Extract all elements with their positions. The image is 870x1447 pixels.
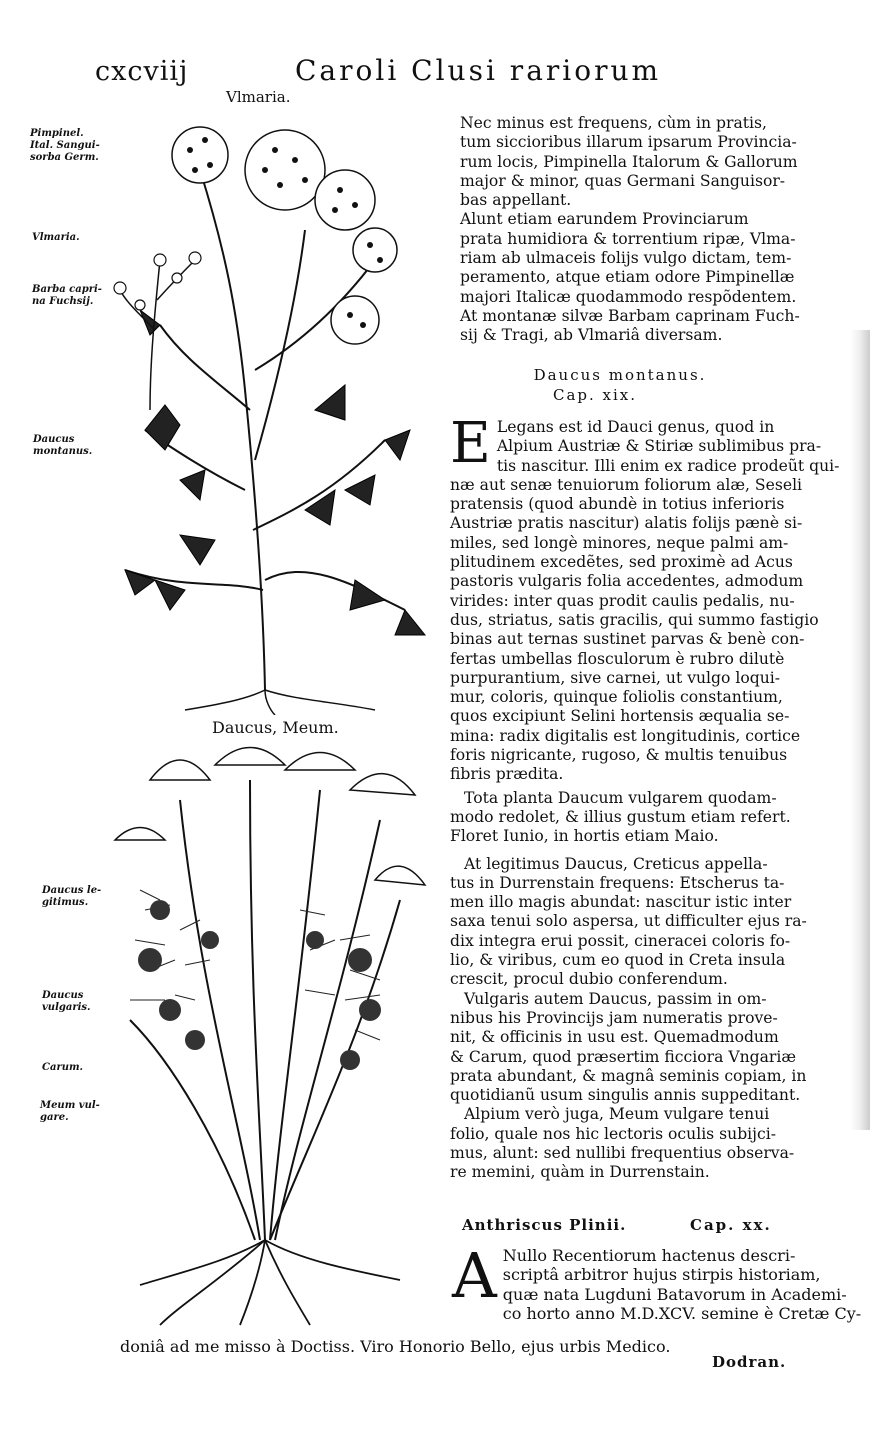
text-line: Tota planta Daucum vulgarem quodam- [464, 788, 777, 807]
text-line: At legitimus Daucus, Creticus appella- [464, 854, 768, 873]
drop-capital: A [452, 1239, 497, 1312]
text-line: Alpium Austriæ & Stiriæ sublimibus pra- [496, 437, 822, 456]
margin-note: Barba capri-na Fuchsij. [32, 284, 102, 307]
margin-note: Pimpinel. Ital. Sangui-sorba Germ. [30, 128, 100, 163]
text-line: fertas umbellas flosculorum è rubro dilutè [450, 649, 785, 668]
daucus-meum-woodcut-illustration [100, 740, 445, 1330]
text-line: riam ab ulmaceis folijs vulgo dictam, tem- [460, 249, 792, 268]
intro-text-block [446, 114, 800, 346]
margin-note: Daucus montanus. [33, 434, 93, 457]
text-line: fibris prædita. [450, 765, 564, 784]
margin-note: Daucus le-gitimus. [42, 885, 102, 908]
text-line: nibus his Provincijs jam numeratis prove- [450, 1008, 778, 1027]
text-line: tus in Durrenstain frequens: Etscherus ta- [450, 873, 785, 892]
text-line: quotidianũ usum singulis annis suppeditant. [450, 1086, 801, 1105]
margin-note: Meum vul-gare. [40, 1100, 100, 1123]
text-line: dix integra erui possit, cineracei coloris fo- [450, 931, 791, 950]
text-line: modo redolet, & illius gustum etiam refert. [450, 807, 791, 826]
catchword: Dodran. [712, 1353, 787, 1371]
text-line: scriptâ arbitror hujus stirpis historiam, [502, 1265, 821, 1285]
text-line: Alpium verò juga, Meum vulgare tenui [464, 1105, 770, 1124]
text-line: virides: inter quas prodit caulis pedalis, nu- [450, 591, 795, 610]
text-line: Austriæ pratis nascitur) alatis folijs pænè si- [450, 514, 803, 533]
text-line: & Carum, quod præsertim ficciora Vngariæ [450, 1047, 797, 1066]
text-line: major & minor, quas Germani Sanguisor- [460, 171, 786, 190]
text-line: Floret Iunio, in hortis etiam Maio. [450, 827, 719, 846]
chapter-19-body [450, 411, 840, 1183]
margin-note: Vlmaria. [32, 232, 80, 243]
text-line: majori Italicæ quodammodo respõdentem. [460, 287, 797, 306]
chapter-title: Anthriscus Plinii. [462, 1216, 627, 1234]
text-line: rum locis, Pimpinella Italorum & Gallorum [460, 152, 798, 171]
text-line: tum siccioribus illarum ipsarum Provincia- [460, 133, 797, 152]
text-line: plitudinem excedẽtes, sed proximè ad Acus [450, 553, 793, 572]
text-line: Legans est id Dauci genus, quod in [496, 418, 775, 436]
chapter-20-body [452, 1239, 862, 1323]
text-line: prata abundant, & magnâ seminis copiam, in [450, 1066, 807, 1085]
text-line: miles, sed longè minores, neque palmi am- [450, 533, 789, 552]
text-line: saxa tenui solo aspersa, ut difficulter ejus ra- [450, 912, 807, 931]
chapter-number: Cap. xx. [690, 1216, 772, 1234]
text-line: foris nigricante, rugoso, & multis tenuibus [450, 746, 788, 765]
chapter-number: Cap. xix. [552, 386, 638, 404]
text-line: pratensis (quod abundè in totius inferioris [450, 495, 785, 514]
figure-caption-daucus-meum: Daucus, Meum. [212, 718, 339, 737]
text-line: Nec minus est frequens, cùm in pratis, [460, 114, 767, 132]
text-line: sij & Tragi, ab Vlmariâ diversam. [460, 326, 723, 345]
text-line: bas appellant. [460, 191, 572, 210]
text-line: crescit, procul dubio conferendum. [450, 970, 728, 989]
text-line: prata humidiora & torrentium ripæ, Vlma- [460, 229, 796, 248]
chapter-title: Daucus montanus. [533, 366, 707, 384]
text-line: purpurantium, sive carnei, ut vulgo loqui- [450, 668, 781, 687]
text-line: peramento, atque etiam odore Pimpinellæ [460, 268, 795, 287]
text-line: men illo magis abundat: nascitur istic inter [450, 893, 792, 912]
figure-caption-ulmaria: Vlmaria. [226, 88, 291, 106]
margin-note: Carum. [42, 1062, 84, 1073]
text-line: At montanæ silvæ Barbam caprinam Fuch- [460, 306, 800, 325]
text-line: mus, alunt: sed nullibi frequentius observa- [450, 1143, 795, 1162]
text-line: dus, striatus, satis gracilis, qui summo fastigio [450, 610, 819, 629]
text-line: Alunt etiam earundem Provinciarum [460, 210, 749, 229]
margin-note: Daucus vulgaris. [42, 990, 91, 1013]
text-line: tis nascitur. Illi enim ex radice prodeũt qui- [496, 456, 840, 475]
text-line: re memini, quàm in Durrenstain. [450, 1163, 710, 1182]
text-line: nit, & officinis in usu est. Quemadmodum [450, 1028, 779, 1047]
text-line: mina: radix digitalis est longitudinis, cortice [450, 726, 801, 745]
ulmaria-woodcut-illustration [105, 110, 445, 715]
running-title: Caroli Clusi rariorum [295, 54, 662, 87]
text-line: næ aut senæ tenuiorum foliorum alæ, Seseli [450, 475, 803, 494]
text-line: mur, coloris, quinque foliolis constantium, [450, 688, 783, 707]
text-line: folio, quale nos hic lectoris oculis subijci- [450, 1124, 776, 1143]
chapter-20-full-width-line [120, 1337, 720, 1356]
text-line: doniâ ad me misso à Doctiss. Viro Honorio Bello, ejus urbis Medico. [120, 1337, 671, 1356]
text-line: Vulgaris autem Daucus, passim in om- [464, 989, 767, 1008]
text-line: lio, & viribus, cum eo quod in Creta insula [450, 951, 786, 970]
text-line: quos excipiunt Selini hortensis æqualia se- [450, 707, 790, 726]
text-line: pastoris vulgaris folia accedentes, admodum [450, 572, 804, 591]
text-line: quæ nata Lugduni Batavorum in Academi- [502, 1284, 847, 1304]
text-line: co horto anno M.D.XCV. semine è Cretæ Cy- [502, 1303, 862, 1323]
drop-capital: E [450, 411, 491, 476]
text-line: binas aut ternas sustinet parvas & benè con- [450, 630, 805, 649]
page-number: cxcviij [95, 56, 189, 87]
page-edge-shadow [850, 330, 870, 1130]
text-line: Nullo Recentiorum hactenus descri- [502, 1246, 796, 1265]
